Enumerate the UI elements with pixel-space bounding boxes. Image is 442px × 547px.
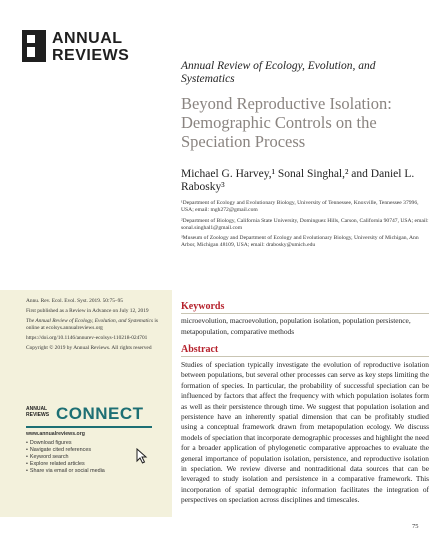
list-item: • Download figures (26, 440, 166, 447)
connect-logo (26, 406, 166, 430)
abstract-heading: Abstract (181, 344, 219, 355)
keywords-heading: Keywords (181, 301, 225, 312)
affiliation-1: ¹Department of Ecology and Evolutionary Biology, University of Tennessee, Knoxville, Tennessee 37996, USA; email: mgh272@gmail.com (181, 200, 419, 214)
article-metadata (26, 298, 166, 355)
keywords-text: microevolution, macroevolution, population isolation, population persistence, metapopulation, comparative methods (181, 316, 411, 336)
affiliations (181, 200, 429, 253)
mouse-cursor-icon (136, 448, 148, 464)
page-number: 75 (412, 523, 419, 530)
annual-reviews-logo (22, 30, 152, 70)
affiliation-3: ³Museum of Zoology and Department of Ecology and Evolutionary Biology, University of Michigan, Ann Arbor, Michigan 48109, USA; email: drabosky@umich.edu (181, 235, 419, 249)
doi-link[interactable]: https://doi.org/10.1146/annurev-ecolsys-110218-024701 (26, 335, 148, 341)
list-item: • Explore related articles (26, 461, 166, 468)
article-title: Beyond Reproductive Isolation: Demographic Controls on the Speciation Process (181, 94, 392, 151)
list-item: • Share via email or social media (26, 468, 166, 475)
first-published: First published as a Review in Advance on July 12, 2019 (26, 308, 149, 314)
affiliation-2: ²Department of Biology, California State University, Dominguez Hills, Carson, California 90747, USA; email: sonal.singhal1@gmail.com (181, 217, 429, 231)
online-url-text[interactable]: is online at ecolsys.annualreviews.org (26, 318, 158, 331)
author-list: Michael G. Harvey,¹ Sonal Singhal,² and Daniel L. Rabosky³ (181, 168, 415, 193)
connect-logo-small-text: ANNUAL REVIEWS (26, 406, 50, 418)
abstract-divider (181, 356, 429, 357)
abstract-text: Studies of speciation typically investigate the evolution of reproductive isolation between populations, but several other processes can serve as key steps limiting the formation of species. In particular, the probability of successful speciation can be influenced by factors that affect the frequency with which population isolates form as well as their persistence through time. We suggest that population isolation and persistence have an inherently spatial dimension that can be profitably studied using a conceptual framework drawn from metapopulation ecology. We discuss models of speciation that incorporate demographic processes and highlight the need for a broader application of phylogenetic comparative approaches to evaluate the general importance of population isolation, persistence, and reproductive isolation in speciation. We review diverse and nontraditional data sources that can be leveraged to study isolation and persistence in a comparative framework. This incorporation of spatial demographic information facilitates the integration of perspectives on speciation across disciplines and timescales. (181, 360, 429, 505)
logo-text-reviews: REVIEWS (52, 47, 130, 64)
connect-logo-word: CONNECT (56, 404, 144, 423)
logo-text-annual: ANNUAL (52, 30, 123, 47)
annual-reviews-connect-box[interactable] (26, 406, 166, 498)
connect-url[interactable]: www.annualreviews.org (26, 431, 85, 437)
connect-rule (26, 426, 152, 428)
logo-mark-icon (22, 30, 46, 62)
online-journal-name: The Annual Review of Ecology, Evolution, and Systematics (26, 318, 154, 324)
journal-name: Annual Review of Ecology, Evolution, and Systematics (181, 60, 376, 85)
online-note (26, 318, 166, 332)
keywords-divider (181, 313, 429, 314)
list-item: • Navigate cited references (26, 447, 166, 454)
copyright: Copyright © 2019 by Annual Reviews. All rights reserved (26, 345, 152, 351)
list-item: • Keyword search (26, 454, 166, 461)
citation: Annu. Rev. Ecol. Evol. Syst. 2019. 50:75–95 (26, 298, 123, 304)
